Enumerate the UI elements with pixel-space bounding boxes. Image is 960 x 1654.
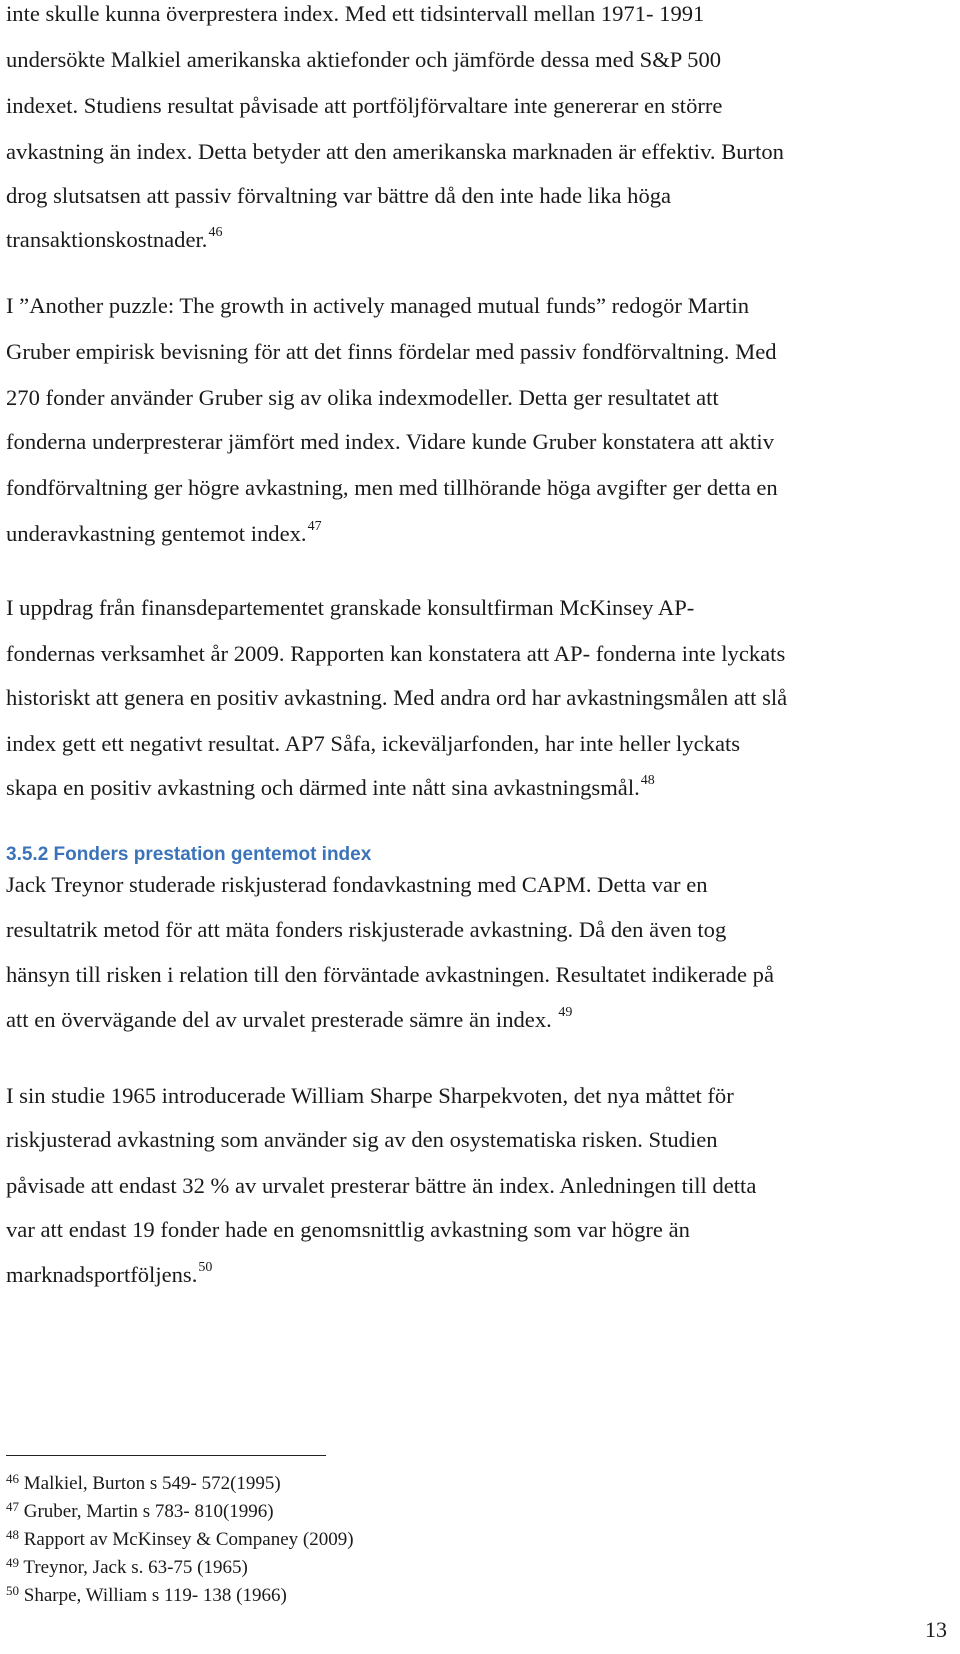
text-line: underavkastning gentemot index. [6, 521, 307, 546]
footnote-reference: 50 [198, 1260, 213, 1275]
text-line: historiskt att genera en positiv avkastning. Med andra ord har avkastningsmålen att slå [6, 685, 788, 710]
footnote-reference: 48 [640, 773, 655, 788]
footnote [6, 1526, 606, 1554]
text-line-with-ref [6, 511, 778, 557]
footnote-text: Rapport av McKinsey & Companey (2009) [23, 1529, 354, 1550]
text-line: hänsyn till risken i relation till den förväntade avkastningen. Resultatet indikerade på [6, 962, 774, 987]
footnotes [6, 1470, 606, 1610]
text-line: I sin studie 1965 introducerade William Sharpe Sharpekvoten, det nya måttet för [6, 1083, 734, 1108]
text-line: 270 fonder använder Gruber sig av olika indexmodeller. Detta ger resultatet att [6, 385, 719, 410]
footnote-number: 48 [6, 1527, 19, 1542]
footnote-number: 47 [6, 1499, 19, 1514]
section-heading: 3.5.2 Fonders prestation gentemot index [6, 844, 372, 865]
footnote-number: 46 [6, 1471, 19, 1486]
text-line: marknadsportföljens. [6, 1262, 198, 1287]
footnote [6, 1554, 606, 1582]
footnote-text: Malkiel, Burton s 549- 572(1995) [23, 1473, 281, 1494]
text-line: inte skulle kunna överprestera index. Med ett tidsintervall mellan 1971- 1991 [6, 1, 705, 26]
text-line: Gruber empirisk bevisning för att det finns fördelar med passiv fondförvaltning. Med [6, 339, 777, 364]
text-line: transaktionskostnader. [6, 227, 208, 252]
text-line-with-ref [6, 997, 774, 1043]
footnote-text: Gruber, Martin s 783- 810(1996) [23, 1501, 274, 1522]
text-line: skapa en positiv avkastning och därmed inte nått sina avkastningsmål. [6, 775, 640, 800]
footnote-reference: 47 [307, 519, 322, 534]
paragraph-sharpe [6, 1073, 756, 1298]
text-line: resultatrik metod för att mäta fonders riskjusterade avkastning. Då den även tog [6, 917, 727, 942]
text-line: Jack Treynor studerade riskjusterad fondavkastning med CAPM. Detta var en [6, 872, 708, 897]
footnote [6, 1582, 606, 1610]
footnote [6, 1498, 606, 1526]
text-line: fondförvaltning ger högre avkastning, men med tillhörande höga avgifter ger detta en [6, 475, 778, 500]
text-line: fondernas verksamhet år 2009. Rapporten kan konstatera att AP- fonderna inte lyckats [6, 641, 786, 666]
text-line-with-ref [6, 765, 787, 811]
text-line: avkastning än index. Detta betyder att den amerikanska marknaden är effektiv. Burton [6, 139, 784, 164]
text-line-with-ref [6, 217, 784, 263]
text-line: påvisade att endast 32 % av urvalet presterar bättre än index. Anledningen till detta [6, 1173, 757, 1198]
footnote-reference: 46 [208, 225, 223, 240]
paragraph-malkiel [6, 0, 784, 263]
paragraph-treynor [6, 862, 774, 1043]
footnote-reference: 49 [558, 1005, 573, 1020]
footnote-number: 50 [6, 1583, 19, 1598]
text-line: I uppdrag från finansdepartementet granskade konsultfirman McKinsey AP- [6, 595, 695, 620]
paragraph-gruber [6, 283, 778, 557]
text-line: undersökte Malkiel amerikanska aktiefonder och jämförde dessa med S&P 500 [6, 47, 722, 72]
text-line: drog slutsatsen att passiv förvaltning var bättre då den inte hade lika höga [6, 183, 672, 208]
text-line: riskjusterad avkastning som använder sig av den osystematiska risken. Studien [6, 1127, 718, 1152]
paragraph-mckinsey [6, 585, 787, 811]
footnote-number: 49 [6, 1555, 19, 1570]
text-line: fonderna underpresterar jämfört med index. Vidare kunde Gruber konstatera att aktiv [6, 429, 774, 454]
footnote-text: Treynor, Jack s. 63-75 (1965) [23, 1557, 248, 1578]
text-line: var att endast 19 fonder hade en genomsnittlig avkastning som var högre än [6, 1217, 690, 1242]
text-line-with-ref [6, 1252, 756, 1298]
text-line: index gett ett negativt resultat. AP7 Såfa, ickeväljarfonden, har inte heller lyckats [6, 731, 741, 756]
text-line: indexet. Studiens resultat påvisade att portföljförvaltare inte genererar en större [6, 93, 723, 118]
text-line: I ”Another puzzle: The growth in actively managed mutual funds” redogör Martin [6, 293, 750, 318]
page-number: 13 [925, 1617, 947, 1642]
text-line: att en övervägande del av urvalet presterade sämre än index. [6, 1007, 552, 1032]
footnote-text: Sharpe, William s 119- 138 (1966) [23, 1585, 287, 1606]
footnote [6, 1470, 606, 1498]
footnote-separator [6, 1455, 326, 1456]
